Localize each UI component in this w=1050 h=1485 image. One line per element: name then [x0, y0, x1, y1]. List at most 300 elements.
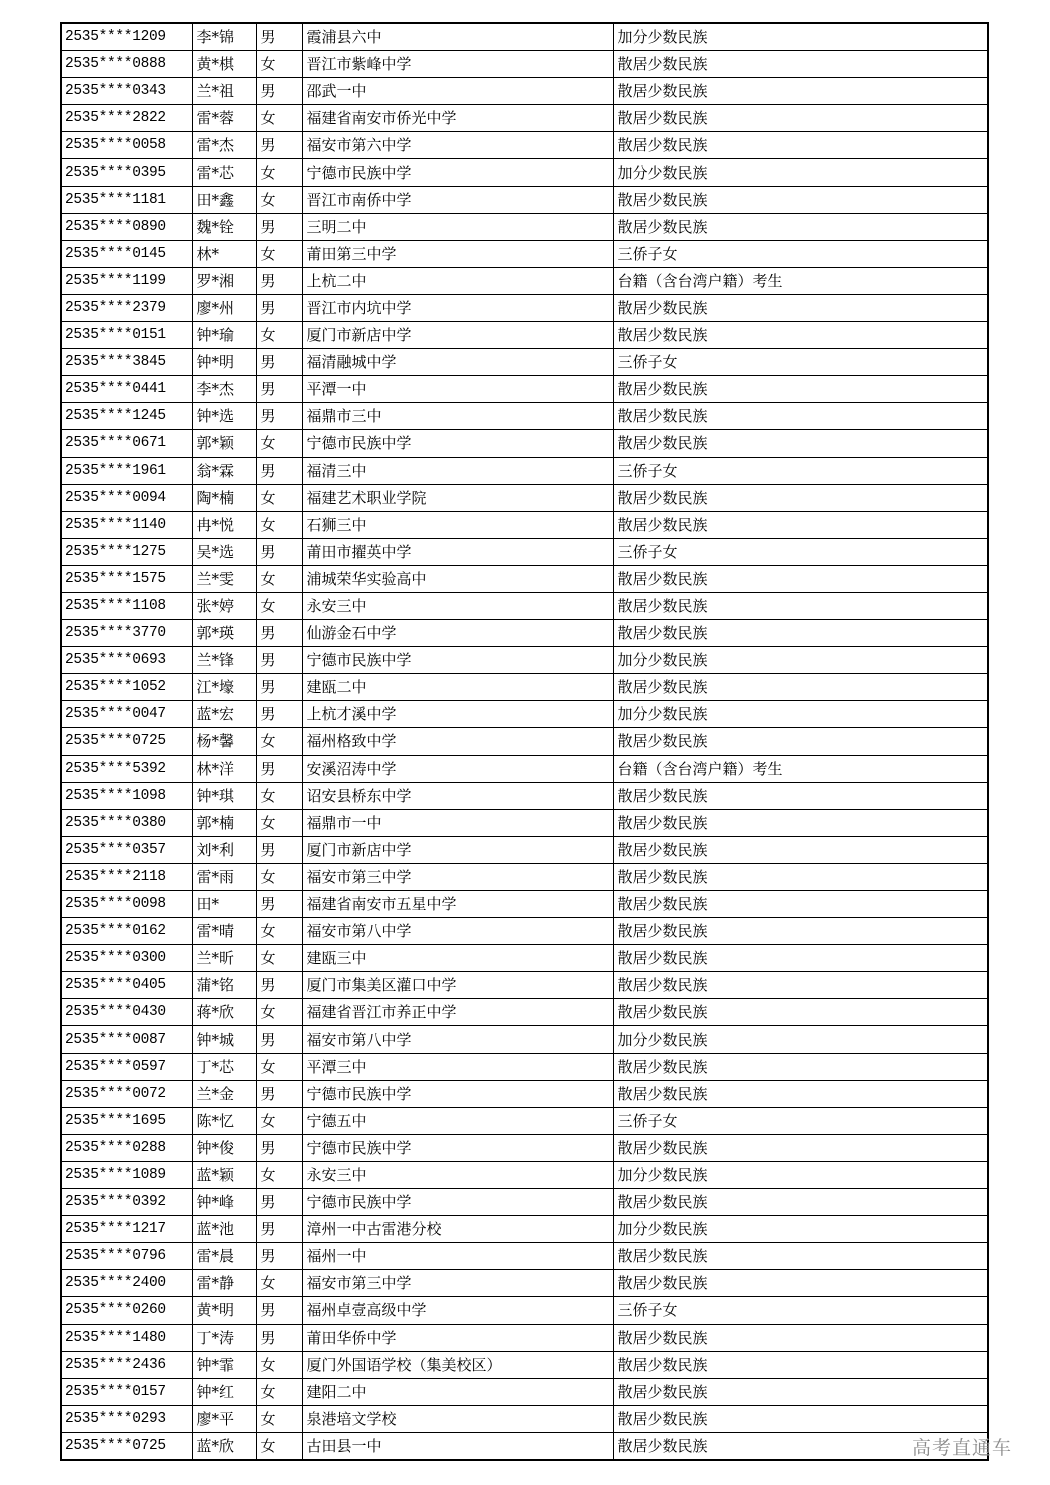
name-cell: 钟*俊: [192, 1134, 256, 1161]
gender-cell: 女: [256, 565, 302, 592]
gender-cell: 男: [256, 78, 302, 105]
category-cell: 散居少数民族: [613, 376, 988, 403]
exam-number-cell: 2535****1480: [61, 1324, 192, 1351]
exam-number-cell: 2535****1209: [61, 23, 192, 51]
exam-number-cell: 2535****0162: [61, 918, 192, 945]
table-row: [61, 782, 988, 809]
gender-cell: 女: [256, 1270, 302, 1297]
name-cell: 郭*颖: [192, 430, 256, 457]
exam-number-cell: 2535****2400: [61, 1270, 192, 1297]
table-row: [61, 322, 988, 349]
table-row: [61, 891, 988, 918]
exam-number-cell: 2535****0430: [61, 999, 192, 1026]
school-cell: 厦门市新店中学: [302, 836, 613, 863]
gender-cell: 男: [256, 23, 302, 51]
name-cell: 蒋*欣: [192, 999, 256, 1026]
exam-number-cell: 2535****0151: [61, 322, 192, 349]
name-cell: 陶*楠: [192, 484, 256, 511]
gender-cell: 女: [256, 484, 302, 511]
table-row: [61, 1080, 988, 1107]
gender-cell: 男: [256, 674, 302, 701]
gender-cell: 男: [256, 1026, 302, 1053]
gender-cell: 女: [256, 240, 302, 267]
school-cell: 建阳二中: [302, 1378, 613, 1405]
gender-cell: 男: [256, 755, 302, 782]
gender-cell: 女: [256, 511, 302, 538]
name-cell: 雷*晴: [192, 918, 256, 945]
category-cell: 散居少数民族: [613, 674, 988, 701]
table-row: [61, 1324, 988, 1351]
school-cell: 邵武一中: [302, 78, 613, 105]
name-cell: 丁*涛: [192, 1324, 256, 1351]
name-cell: 廖*平: [192, 1405, 256, 1432]
exam-number-cell: 2535****2379: [61, 294, 192, 321]
school-cell: 平潭一中: [302, 376, 613, 403]
category-cell: 三侨子女: [613, 349, 988, 376]
school-cell: 宁德市民族中学: [302, 1189, 613, 1216]
school-cell: 宁德五中: [302, 1107, 613, 1134]
name-cell: 蒲*铭: [192, 972, 256, 999]
exam-number-cell: 2535****0405: [61, 972, 192, 999]
table-row: [61, 105, 988, 132]
gender-cell: 女: [256, 1405, 302, 1432]
table-row: [61, 863, 988, 890]
exam-number-cell: 2535****0343: [61, 78, 192, 105]
category-cell: 散居少数民族: [613, 1378, 988, 1405]
name-cell: 雷*杰: [192, 132, 256, 159]
school-cell: 永安三中: [302, 1161, 613, 1188]
school-cell: 安溪沼涛中学: [302, 755, 613, 782]
table-row: [61, 484, 988, 511]
name-cell: 魏*铨: [192, 213, 256, 240]
name-cell: 钟*峰: [192, 1189, 256, 1216]
school-cell: 霞浦县六中: [302, 23, 613, 51]
name-cell: 罗*湘: [192, 267, 256, 294]
school-cell: 漳州一中古雷港分校: [302, 1216, 613, 1243]
school-cell: 泉港培文学校: [302, 1405, 613, 1432]
exam-number-cell: 2535****2822: [61, 105, 192, 132]
category-cell: 散居少数民族: [613, 322, 988, 349]
table-row: [61, 1405, 988, 1432]
table-row: [61, 23, 988, 51]
category-cell: 三侨子女: [613, 1107, 988, 1134]
name-cell: 黄*棋: [192, 51, 256, 78]
gender-cell: 男: [256, 267, 302, 294]
category-cell: 散居少数民族: [613, 511, 988, 538]
name-cell: 江*壕: [192, 674, 256, 701]
name-cell: 雷*蓉: [192, 105, 256, 132]
category-cell: 台籍（含台湾户籍）考生: [613, 755, 988, 782]
table-row: [61, 592, 988, 619]
category-cell: 散居少数民族: [613, 945, 988, 972]
table-row: [61, 809, 988, 836]
exam-number-cell: 2535****0597: [61, 1053, 192, 1080]
exam-number-cell: 2535****1108: [61, 592, 192, 619]
school-cell: 古田县一中: [302, 1432, 613, 1460]
school-cell: 晋江市南侨中学: [302, 186, 613, 213]
category-cell: 散居少数民族: [613, 294, 988, 321]
category-cell: 散居少数民族: [613, 1405, 988, 1432]
gender-cell: 女: [256, 863, 302, 890]
category-cell: 散居少数民族: [613, 1351, 988, 1378]
category-cell: 散居少数民族: [613, 105, 988, 132]
name-cell: 兰*雯: [192, 565, 256, 592]
table-row: [61, 132, 988, 159]
gender-cell: 男: [256, 213, 302, 240]
category-cell: 散居少数民族: [613, 1134, 988, 1161]
gender-cell: 男: [256, 1324, 302, 1351]
name-cell: 李*杰: [192, 376, 256, 403]
name-cell: 翁*霖: [192, 457, 256, 484]
category-cell: 散居少数民族: [613, 782, 988, 809]
exam-number-cell: 2535****0725: [61, 1432, 192, 1460]
table-row: [61, 159, 988, 186]
category-cell: 散居少数民族: [613, 863, 988, 890]
category-cell: 散居少数民族: [613, 1270, 988, 1297]
name-cell: 郭*瑛: [192, 620, 256, 647]
school-cell: 莆田华侨中学: [302, 1324, 613, 1351]
name-cell: 兰*锋: [192, 647, 256, 674]
category-cell: 加分少数民族: [613, 159, 988, 186]
category-cell: 散居少数民族: [613, 728, 988, 755]
name-cell: 田*鑫: [192, 186, 256, 213]
gender-cell: 女: [256, 918, 302, 945]
category-cell: 加分少数民族: [613, 647, 988, 674]
category-cell: 散居少数民族: [613, 918, 988, 945]
gender-cell: 女: [256, 999, 302, 1026]
category-cell: 散居少数民族: [613, 403, 988, 430]
category-cell: 加分少数民族: [613, 1161, 988, 1188]
gender-cell: 女: [256, 592, 302, 619]
exam-number-cell: 2535****0094: [61, 484, 192, 511]
school-cell: 晋江市紫峰中学: [302, 51, 613, 78]
gender-cell: 男: [256, 1080, 302, 1107]
category-cell: 加分少数民族: [613, 23, 988, 51]
table-row: [61, 972, 988, 999]
gender-cell: 男: [256, 1216, 302, 1243]
table-row: [61, 1134, 988, 1161]
name-cell: 钟*瑜: [192, 322, 256, 349]
exam-number-cell: 2535****0671: [61, 430, 192, 457]
category-cell: 散居少数民族: [613, 1053, 988, 1080]
exam-number-cell: 2535****1098: [61, 782, 192, 809]
name-cell: 陈*忆: [192, 1107, 256, 1134]
table-row: [61, 403, 988, 430]
exam-number-cell: 2535****0145: [61, 240, 192, 267]
gender-cell: 男: [256, 836, 302, 863]
exam-number-cell: 2535****0380: [61, 809, 192, 836]
school-cell: 宁德市民族中学: [302, 647, 613, 674]
name-cell: 丁*芯: [192, 1053, 256, 1080]
school-cell: 福鼎市三中: [302, 403, 613, 430]
gender-cell: 女: [256, 809, 302, 836]
name-cell: 钟*琪: [192, 782, 256, 809]
school-cell: 福清融城中学: [302, 349, 613, 376]
school-cell: 福安市第八中学: [302, 918, 613, 945]
gender-cell: 女: [256, 105, 302, 132]
table-row: [61, 51, 988, 78]
school-cell: 福州一中: [302, 1243, 613, 1270]
gender-cell: 女: [256, 1432, 302, 1460]
gender-cell: 男: [256, 972, 302, 999]
exam-number-cell: 2535****0392: [61, 1189, 192, 1216]
category-cell: 散居少数民族: [613, 592, 988, 619]
school-cell: 厦门市集美区灌口中学: [302, 972, 613, 999]
category-cell: 散居少数民族: [613, 1080, 988, 1107]
gender-cell: 男: [256, 294, 302, 321]
category-cell: 散居少数民族: [613, 809, 988, 836]
category-cell: 散居少数民族: [613, 484, 988, 511]
name-cell: 蓝*欣: [192, 1432, 256, 1460]
exam-number-cell: 2535****0157: [61, 1378, 192, 1405]
gender-cell: 女: [256, 1107, 302, 1134]
exam-number-cell: 2535****0441: [61, 376, 192, 403]
table-row: [61, 1243, 988, 1270]
name-cell: 钟*城: [192, 1026, 256, 1053]
table-row: [61, 1378, 988, 1405]
table-row: [61, 240, 988, 267]
category-cell: 散居少数民族: [613, 620, 988, 647]
name-cell: 钟*红: [192, 1378, 256, 1405]
gender-cell: 男: [256, 132, 302, 159]
exam-number-cell: 2535****0072: [61, 1080, 192, 1107]
exam-number-cell: 2535****2436: [61, 1351, 192, 1378]
exam-number-cell: 2535****0395: [61, 159, 192, 186]
category-cell: 加分少数民族: [613, 701, 988, 728]
exam-number-cell: 2535****0357: [61, 836, 192, 863]
exam-number-cell: 2535****1140: [61, 511, 192, 538]
school-cell: 晋江市内坑中学: [302, 294, 613, 321]
exam-number-cell: 2535****0087: [61, 1026, 192, 1053]
exam-number-cell: 2535****0725: [61, 728, 192, 755]
table-row: [61, 999, 988, 1026]
name-cell: 林*: [192, 240, 256, 267]
school-cell: 福建省南安市侨光中学: [302, 105, 613, 132]
table-row: [61, 1216, 988, 1243]
exam-number-cell: 2535****1575: [61, 565, 192, 592]
category-cell: 散居少数民族: [613, 1324, 988, 1351]
school-cell: 宁德市民族中学: [302, 1134, 613, 1161]
exam-number-cell: 2535****2118: [61, 863, 192, 890]
exam-number-cell: 2535****0888: [61, 51, 192, 78]
exam-number-cell: 2535****1245: [61, 403, 192, 430]
gender-cell: 女: [256, 186, 302, 213]
exam-number-cell: 2535****5392: [61, 755, 192, 782]
table-row: [61, 213, 988, 240]
table-row: [61, 376, 988, 403]
category-cell: 加分少数民族: [613, 1216, 988, 1243]
category-cell: 散居少数民族: [613, 186, 988, 213]
table-row: [61, 565, 988, 592]
category-cell: 散居少数民族: [613, 565, 988, 592]
name-cell: 田*: [192, 891, 256, 918]
table-row: [61, 728, 988, 755]
gender-cell: 男: [256, 647, 302, 674]
exam-number-cell: 2535****1695: [61, 1107, 192, 1134]
school-cell: 福安市第三中学: [302, 1270, 613, 1297]
school-cell: 浦城荣华实验高中: [302, 565, 613, 592]
gender-cell: 女: [256, 430, 302, 457]
name-cell: 杨*馨: [192, 728, 256, 755]
exam-number-cell: 2535****3845: [61, 349, 192, 376]
table-row: [61, 186, 988, 213]
school-cell: 福建省晋江市养正中学: [302, 999, 613, 1026]
category-cell: 三侨子女: [613, 538, 988, 565]
candidate-table-container: [60, 22, 987, 1461]
category-cell: 散居少数民族: [613, 999, 988, 1026]
school-cell: 石狮三中: [302, 511, 613, 538]
school-cell: 建瓯三中: [302, 945, 613, 972]
table-row: [61, 945, 988, 972]
name-cell: 蓝*宏: [192, 701, 256, 728]
gender-cell: 女: [256, 945, 302, 972]
gender-cell: 女: [256, 728, 302, 755]
table-row: [61, 349, 988, 376]
exam-number-cell: 2535****0890: [61, 213, 192, 240]
gender-cell: 男: [256, 403, 302, 430]
table-row: [61, 1161, 988, 1188]
category-cell: 散居少数民族: [613, 132, 988, 159]
name-cell: 郭*楠: [192, 809, 256, 836]
table-row: [61, 918, 988, 945]
school-cell: 三明二中: [302, 213, 613, 240]
gender-cell: 男: [256, 1297, 302, 1324]
school-cell: 上杭二中: [302, 267, 613, 294]
table-row: [61, 78, 988, 105]
table-row: [61, 620, 988, 647]
table-row: [61, 1107, 988, 1134]
school-cell: 福安市第八中学: [302, 1026, 613, 1053]
exam-number-cell: 2535****3770: [61, 620, 192, 647]
exam-number-cell: 2535****0293: [61, 1405, 192, 1432]
name-cell: 蓝*池: [192, 1216, 256, 1243]
exam-number-cell: 2535****1275: [61, 538, 192, 565]
name-cell: 蓝*颖: [192, 1161, 256, 1188]
gender-cell: 女: [256, 51, 302, 78]
school-cell: 上杭才溪中学: [302, 701, 613, 728]
table-row: [61, 755, 988, 782]
exam-number-cell: 2535****0796: [61, 1243, 192, 1270]
exam-number-cell: 2535****1217: [61, 1216, 192, 1243]
category-cell: 散居少数民族: [613, 836, 988, 863]
exam-number-cell: 2535****1052: [61, 674, 192, 701]
gender-cell: 男: [256, 538, 302, 565]
category-cell: 台籍（含台湾户籍）考生: [613, 267, 988, 294]
name-cell: 吴*选: [192, 538, 256, 565]
table-row: [61, 836, 988, 863]
name-cell: 钟*选: [192, 403, 256, 430]
exam-number-cell: 2535****0058: [61, 132, 192, 159]
gender-cell: 男: [256, 349, 302, 376]
school-cell: 宁德市民族中学: [302, 430, 613, 457]
category-cell: 散居少数民族: [613, 891, 988, 918]
table-row: [61, 1189, 988, 1216]
school-cell: 宁德市民族中学: [302, 159, 613, 186]
gender-cell: 女: [256, 1161, 302, 1188]
candidate-table: [60, 22, 989, 1461]
name-cell: 兰*昕: [192, 945, 256, 972]
school-cell: 福建艺术职业学院: [302, 484, 613, 511]
name-cell: 兰*祖: [192, 78, 256, 105]
category-cell: 散居少数民族: [613, 972, 988, 999]
table-row: [61, 511, 988, 538]
name-cell: 兰*金: [192, 1080, 256, 1107]
table-row: [61, 457, 988, 484]
category-cell: 散居少数民族: [613, 430, 988, 457]
gender-cell: 男: [256, 701, 302, 728]
name-cell: 张*婷: [192, 592, 256, 619]
school-cell: 莆田市擢英中学: [302, 538, 613, 565]
name-cell: 林*洋: [192, 755, 256, 782]
category-cell: 散居少数民族: [613, 1243, 988, 1270]
school-cell: 永安三中: [302, 592, 613, 619]
gender-cell: 男: [256, 376, 302, 403]
table-row: [61, 1432, 988, 1460]
table-row: [61, 1270, 988, 1297]
exam-number-cell: 2535****0047: [61, 701, 192, 728]
name-cell: 雷*芯: [192, 159, 256, 186]
gender-cell: 男: [256, 891, 302, 918]
gender-cell: 女: [256, 1378, 302, 1405]
gender-cell: 女: [256, 322, 302, 349]
table-row: [61, 430, 988, 457]
table-row: [61, 294, 988, 321]
gender-cell: 男: [256, 1243, 302, 1270]
table-row: [61, 267, 988, 294]
candidate-table-body: [61, 23, 988, 1460]
exam-number-cell: 2535****1199: [61, 267, 192, 294]
category-cell: 加分少数民族: [613, 1026, 988, 1053]
school-cell: 莆田第三中学: [302, 240, 613, 267]
name-cell: 李*锦: [192, 23, 256, 51]
school-cell: 建瓯二中: [302, 674, 613, 701]
gender-cell: 男: [256, 457, 302, 484]
school-cell: 仙游金石中学: [302, 620, 613, 647]
table-row: [61, 1297, 988, 1324]
category-cell: 三侨子女: [613, 240, 988, 267]
name-cell: 雷*晨: [192, 1243, 256, 1270]
school-cell: 诏安县桥东中学: [302, 782, 613, 809]
school-cell: 福建省南安市五星中学: [302, 891, 613, 918]
gender-cell: 女: [256, 159, 302, 186]
school-cell: 福安市第三中学: [302, 863, 613, 890]
gender-cell: 女: [256, 782, 302, 809]
gender-cell: 男: [256, 620, 302, 647]
gender-cell: 男: [256, 1134, 302, 1161]
exam-number-cell: 2535****1961: [61, 457, 192, 484]
school-cell: 宁德市民族中学: [302, 1080, 613, 1107]
school-cell: 福清三中: [302, 457, 613, 484]
gender-cell: 女: [256, 1053, 302, 1080]
gender-cell: 男: [256, 1189, 302, 1216]
exam-number-cell: 2535****1089: [61, 1161, 192, 1188]
school-cell: 福安市第六中学: [302, 132, 613, 159]
school-cell: 平潭三中: [302, 1053, 613, 1080]
category-cell: 三侨子女: [613, 457, 988, 484]
school-cell: 福州卓壹高级中学: [302, 1297, 613, 1324]
name-cell: 黄*明: [192, 1297, 256, 1324]
name-cell: 冉*悦: [192, 511, 256, 538]
name-cell: 钟*霏: [192, 1351, 256, 1378]
exam-number-cell: 2535****0693: [61, 647, 192, 674]
table-row: [61, 1351, 988, 1378]
exam-number-cell: 2535****0288: [61, 1134, 192, 1161]
exam-number-cell: 2535****0300: [61, 945, 192, 972]
table-row: [61, 1053, 988, 1080]
school-cell: 福州格致中学: [302, 728, 613, 755]
category-cell: 散居少数民族: [613, 213, 988, 240]
school-cell: 厦门市新店中学: [302, 322, 613, 349]
